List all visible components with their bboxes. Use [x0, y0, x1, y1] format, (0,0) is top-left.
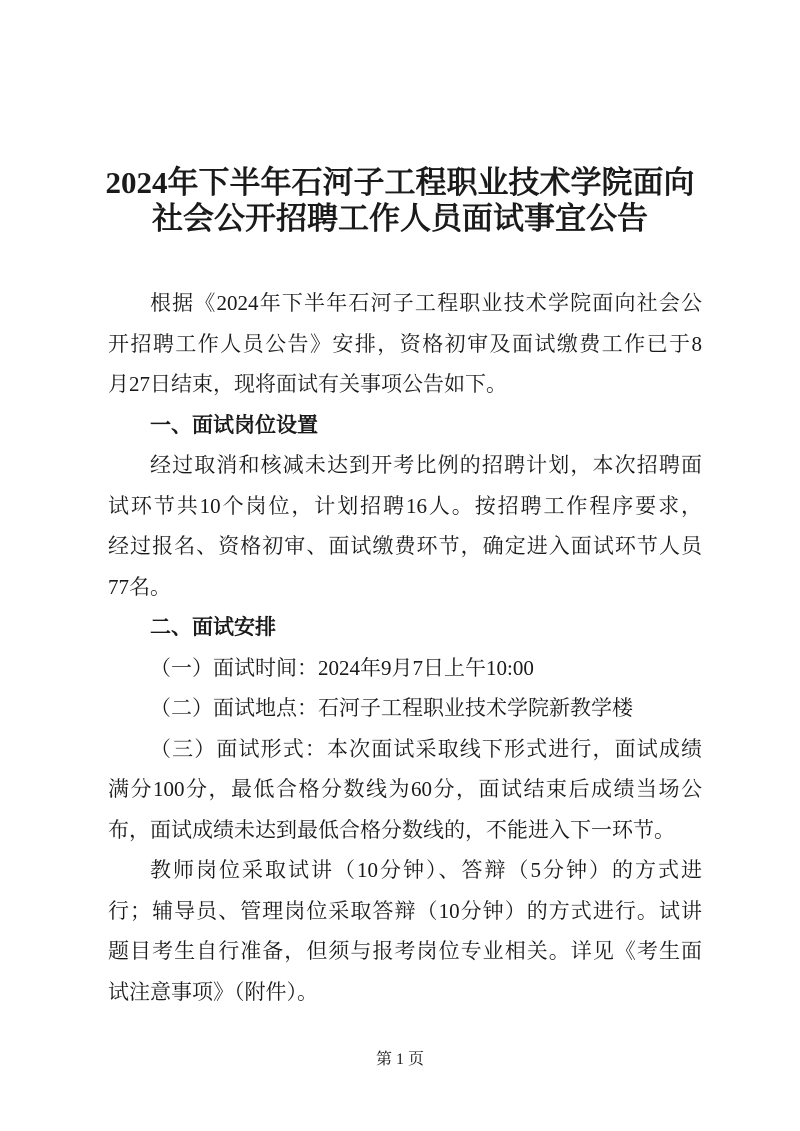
document-body [108, 283, 702, 1012]
body-text-line: 试注意事项》（附件）。 [108, 979, 318, 1004]
body-text-line: 开招聘工作人员公告》安排，资格初审及面试缴费工作已于8 [108, 331, 702, 356]
body-text-line: （二）面试地点：石河子工程职业技术学院新教学楼 [150, 696, 633, 720]
body-text-line: 行；辅导员、管理岗位采取答辩（10分钟）的方式进行。试讲 [108, 898, 702, 923]
body-text-line: 满分100分，最低合格分数线为60分，面试结束后成绩当场公 [108, 777, 702, 801]
body-text-line: （一）面试时间：2024年9月7日上午10:00 [150, 655, 534, 680]
body-text-line: 根据《2024年下半年石河子工程职业技术学院面向社会公 [150, 291, 702, 315]
body-text-line: 布，面试成绩未达到最低合格分数线的，不能进入下一环节。 [108, 817, 675, 842]
body-text-line: 教师岗位采取试讲（10分钟）、答辩（5分钟）的方式进 [150, 858, 702, 882]
section-heading: 一、面试岗位设置 [150, 412, 318, 437]
document-title-line-2: 社会公开招聘工作人员面试事宜公告 [152, 201, 648, 236]
body-text-line: 77名。 [108, 574, 171, 599]
body-text-line: 题目考生自行准备，但须与报考岗位专业相关。详见《考生面 [108, 939, 702, 963]
body-text-line: （三）面试形式：本次面试采取线下形式进行，面试成绩 [150, 736, 702, 761]
body-text-line: 经过报名、资格初审、面试缴费环节，确定进入面试环节人员 [108, 534, 702, 558]
body-text-line: 试环节共10个岗位，计划招聘16人。按招聘工作程序要求， [108, 493, 702, 518]
page-number: 第 1 页 [375, 1051, 424, 1068]
body-text-line: 月27日结束，现将面试有关事项公告如下。 [108, 372, 507, 396]
body-text-line: 经过取消和核减未达到开考比例的招聘计划，本次招聘面 [150, 453, 702, 477]
section-heading: 二、面试安排 [150, 615, 276, 639]
document-title-line-1: 2024年下半年石河子工程职业技术学院面向 [105, 165, 695, 200]
